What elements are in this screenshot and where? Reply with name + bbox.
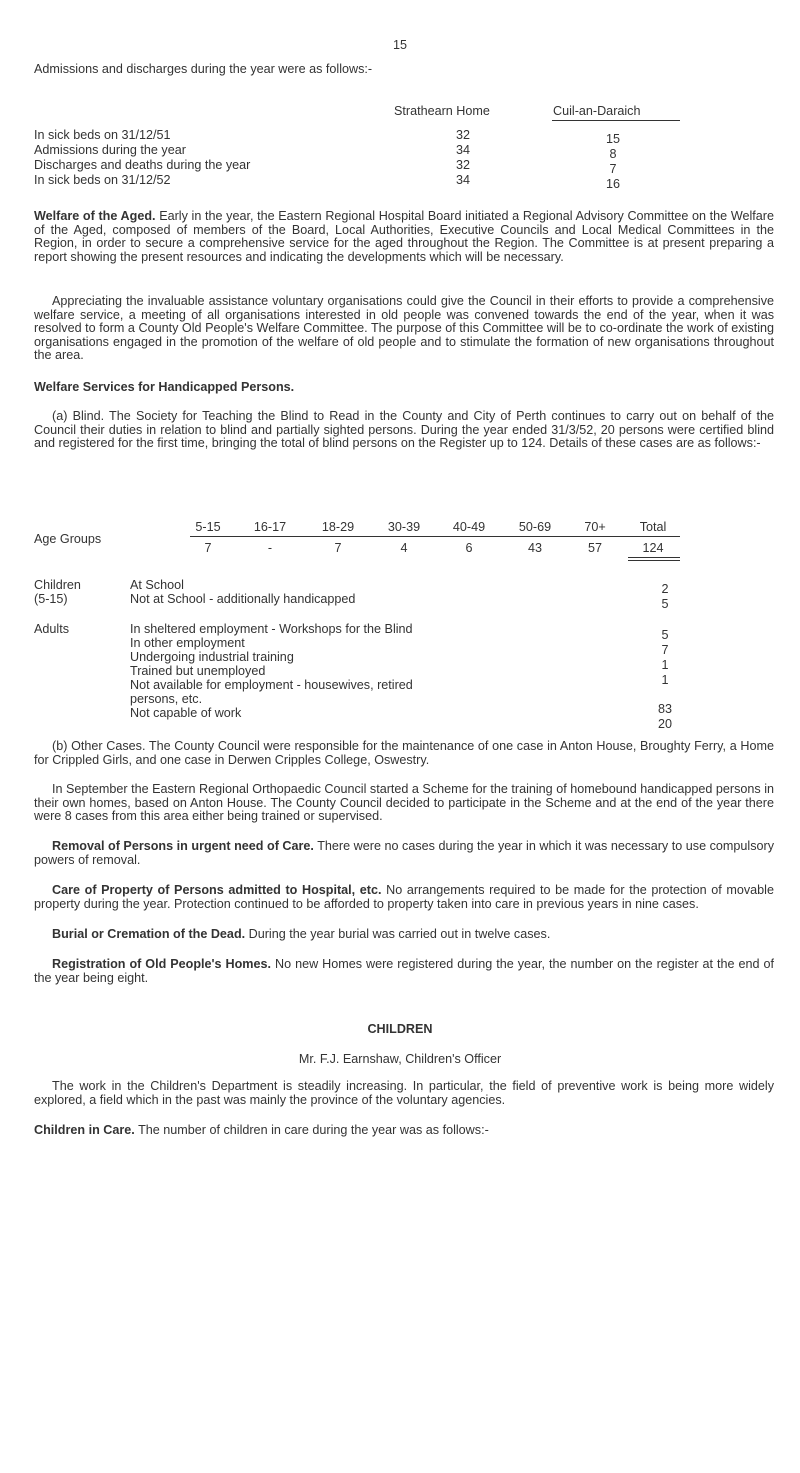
burial-para <box>34 928 774 942</box>
property-heading: Care of Property of Persons admitted to Hospital, etc. <box>52 883 382 897</box>
age-table-rule <box>190 536 680 537</box>
age-group-header: 18-29 <box>321 520 355 534</box>
adults-label: Adults <box>34 622 70 636</box>
welfare-aged-text: Early in the year, the Eastern Regional Hospital Board initiated a Regional Advisory Committee on the Welfare of the Aged, composed of members of the Board, Local Authorities, Executive Councils and Local Medical Committees in the Region, in order to secure a comprehensive service for the aged throughout the Region. The Committee is at present preparing a report showing the present resources and indicating the developments which will be necessary. <box>34 209 774 264</box>
table-cell: 15 <box>605 132 620 146</box>
welfare-aged-para <box>34 210 774 264</box>
children-in-care-para <box>34 1124 774 1138</box>
table-row-label: Discharges and deaths during the year <box>34 158 251 172</box>
list-item-label: Not available for employment - housewives, retired <box>130 678 413 692</box>
welfare-aged-heading: Welfare of the Aged. <box>34 209 156 223</box>
other-cases-para: (b) Other Cases. The County Council were responsible for the maintenance of one case in Anton House, Broughty Ferry, a Home for Crippled Girls, and one case in Derwen Cripples College, Oswestry. <box>34 739 774 767</box>
removal-heading: Removal of Persons in urgent need of Care. <box>52 839 314 853</box>
page-number: 15 <box>392 38 407 52</box>
children-officer: Mr. F.J. Earnshaw, Children's Officer <box>298 1052 502 1066</box>
age-group-count: 43 <box>527 541 542 555</box>
table-cell: 32 <box>455 158 470 172</box>
age-group-count: 4 <box>400 541 408 555</box>
table-row-label: In sick beds on 31/12/52 <box>34 173 171 187</box>
list-item-label-continued: persons, etc. <box>130 692 203 706</box>
list-item-label: In sheltered employment - Workshops for the Blind <box>130 622 413 636</box>
table-cell: 16 <box>605 177 620 191</box>
age-group-count: 124 <box>642 541 664 555</box>
total-rule <box>628 560 680 561</box>
list-item-label: In other employment <box>130 636 245 650</box>
burial-text: During the year burial was carried out in twelve cases. <box>248 927 551 941</box>
registration-text: No new Homes were registered during the year, the number on the register at the end of the year being eight. <box>34 957 774 985</box>
table-cell: 32 <box>455 128 470 142</box>
registration-heading: Registration of Old People's Homes. <box>52 957 272 971</box>
total-rule <box>628 557 680 558</box>
age-group-header: 70+ <box>584 520 606 534</box>
list-item-label: At School <box>130 578 184 592</box>
age-group-count: 7 <box>334 541 342 555</box>
children-range: (5-15) <box>34 592 68 606</box>
list-item-value: 2 <box>661 582 669 596</box>
list-item-value: 1 <box>661 673 669 687</box>
children-in-care-heading: Children in Care. <box>34 1123 135 1137</box>
col-cuil: Cuil-an-Daraich <box>553 104 641 118</box>
age-group-header: 16-17 <box>253 520 287 534</box>
age-group-header: Total <box>639 520 667 534</box>
age-group-header: 5-15 <box>195 520 221 534</box>
table-cell: 8 <box>609 147 617 161</box>
children-label: Children <box>34 578 81 592</box>
table-cell: 7 <box>609 162 617 176</box>
list-item-label: Undergoing industrial training <box>130 650 294 664</box>
welfare-aged-para-2: Appreciating the invaluable assistance voluntary organisations could give the Council in their efforts to provide a comprehensive welfare service, a meeting of all organisations interested in old people was convened towards the end of the year, when it was resolved to form a County Old People's Welfare Committee. The purpose of this Committee will be to co-ordinate the work of existing organisations engaged in the promotion of the welfare of old people and to stimulate the formation of new organisations throughout the area. <box>34 294 774 363</box>
list-item-value: 7 <box>661 643 669 657</box>
col-strathearn: Strathearn Home <box>394 104 490 118</box>
age-group-count: 57 <box>587 541 602 555</box>
table-row-label: In sick beds on 31/12/51 <box>34 128 171 142</box>
age-group-header: 40-49 <box>452 520 486 534</box>
table-row-label: Admissions during the year <box>34 143 186 157</box>
orthopaedic-para: In September the Eastern Regional Orthopaedic Council started a Scheme for the training of homebound handicapped persons in their own homes, based on Anton House. The County Council decided to participate in the Scheme and at the end of the year there were 8 cases from this area either being trained or supervised. <box>34 782 774 824</box>
table-cell: 34 <box>455 143 470 157</box>
registration-para <box>34 958 774 985</box>
age-group-header: 30-39 <box>387 520 421 534</box>
list-item-value: 1 <box>661 658 669 672</box>
table-cell: 34 <box>455 173 470 187</box>
children-in-care-text: The number of children in care during the year was as follows:- <box>138 1123 489 1137</box>
list-item-value: 5 <box>661 597 669 611</box>
table-rule <box>552 120 680 121</box>
age-group-header: 50-69 <box>518 520 552 534</box>
age-group-count: - <box>267 541 273 555</box>
list-item-label: Not at School - additionally handicapped <box>130 592 356 606</box>
list-item-value: 83 <box>657 702 672 716</box>
age-group-count: 6 <box>465 541 473 555</box>
list-item-label: Trained but unemployed <box>130 664 266 678</box>
list-item-value: 5 <box>661 628 669 642</box>
list-item-value: 20 <box>657 717 672 731</box>
children-heading: CHILDREN <box>367 1022 433 1036</box>
intro-text: Admissions and discharges during the year were as follows:- <box>34 62 373 76</box>
list-item-label: Not capable of work <box>130 706 242 720</box>
property-text: No arrangements required to be made for the protection of movable property during the year. Protection continued to be afforded to property taken into care in previous years in nine cases. <box>34 883 774 911</box>
removal-para <box>34 840 774 867</box>
age-groups-label: Age Groups <box>34 532 102 546</box>
burial-heading: Burial or Cremation of the Dead. <box>52 927 246 941</box>
age-group-count: 7 <box>204 541 212 555</box>
children-para: The work in the Children's Department is steadily increasing. In particular, the field of preventive work is being more widely explored, a field which in the past was mainly the province of the voluntary agencies. <box>34 1079 774 1107</box>
handicapped-heading: Welfare Services for Handicapped Persons. <box>34 380 295 394</box>
property-para <box>34 884 774 911</box>
removal-text: There were no cases during the year in which it was necessary to use compulsory powers of removal. <box>34 839 775 867</box>
blind-para: (a) Blind. The Society for Teaching the Blind to Read in the County and City of Perth continues to carry out on behalf of the Council their duties in relation to blind and partially sighted persons. During the year ended 31/3/52, 20 persons were certified blind and registered for the first time, bringing the total of blind persons on the Register up to 124. Details of these cases are as follows:- <box>34 409 774 451</box>
